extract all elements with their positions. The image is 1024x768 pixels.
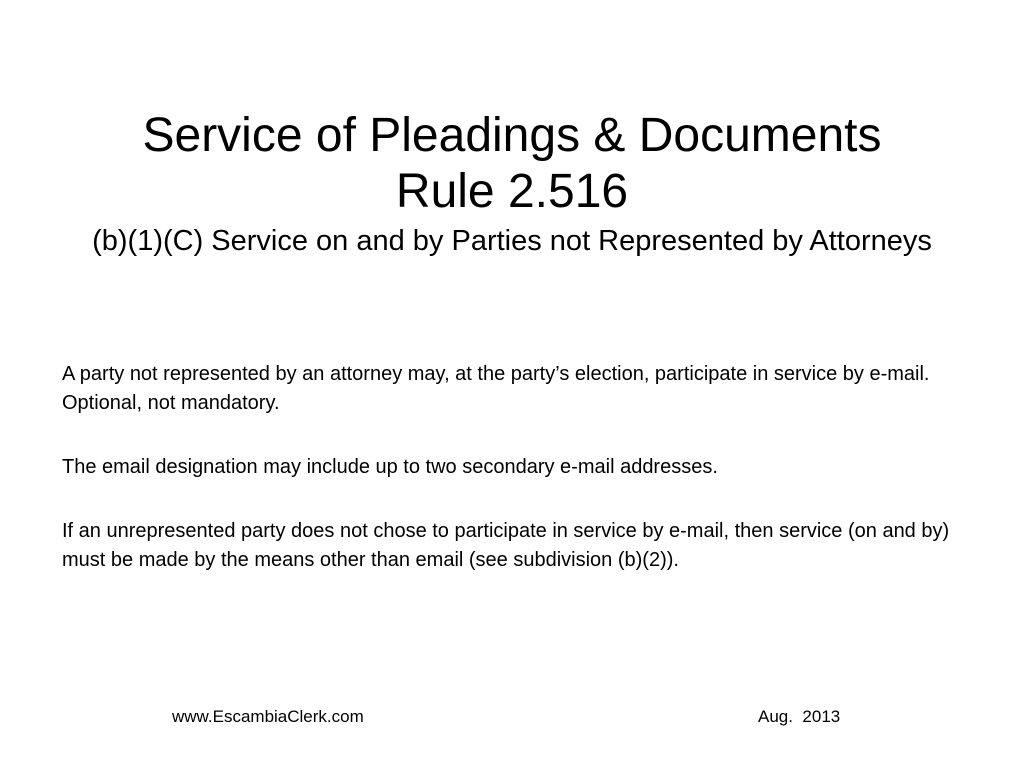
paragraph-non-email-service: If an unrepresented party does not chose to participate in service by e-mail, then service (on and by) must be made by the means other than email (see subdivision (b)(2)). [62,520,955,571]
body-text [62,360,962,610]
rule-number: Rule 2.516 [395,165,629,218]
slide-title: Service of Pleadings & Documents [142,109,882,162]
paragraph-email-election: A party not represented by an attorney may, at the party’s election, participate in service by e-mail. Optional, not mandatory. [62,363,941,414]
footer-date: Aug. 2013 [758,707,841,726]
paragraph-secondary-emails: The email designation may include up to two secondary e-mail addresses. [62,456,718,478]
slide-subtitle: (b)(1)(C) Service on and by Parties not Represented by Attorneys [92,225,932,257]
title-block [60,108,964,260]
footer-website: www.EscambiaClerk.com [172,707,364,726]
